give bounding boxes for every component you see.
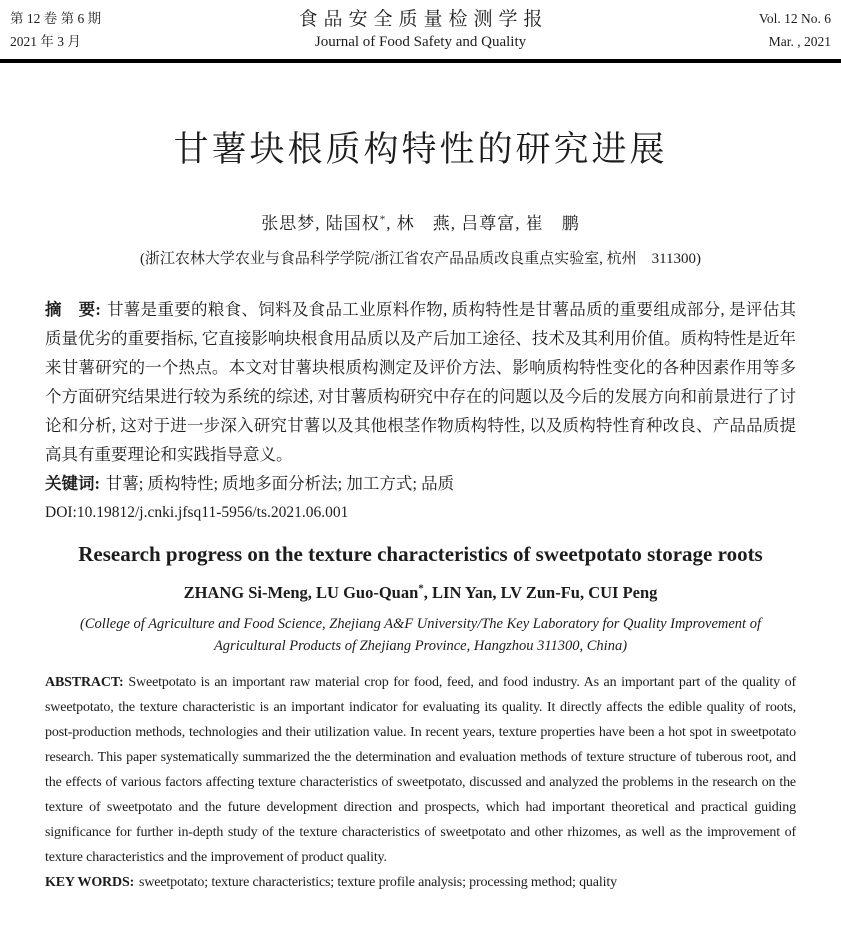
journal-volume-issue-zh: 第 12 卷 第 6 期 — [10, 11, 102, 26]
journal-volume-issue-en: Vol. 12 No. 6 — [758, 11, 831, 26]
authors-en-text: ZHANG Si-Meng, LU Guo-Quan — [183, 582, 419, 602]
doi: DOI:10.19812/j.cnki.jfsq11-5956/ts.2021.06.001 — [45, 503, 349, 521]
article-title-en: Research progress on the texture characteristics of sweetpotato storage roots — [78, 541, 763, 566]
header-right — [631, 7, 831, 53]
abstract-label-zh: 摘 要: — [45, 299, 101, 319]
article-title-zh: 甘薯块根质构特性的研究进展 — [173, 130, 668, 169]
keywords-zh — [45, 469, 796, 498]
header-divider-rule — [0, 59, 841, 63]
authors-en — [45, 583, 796, 603]
authors-zh-text-rest: , 林 燕, 吕尊富, 崔 鹏 — [386, 213, 580, 233]
abstract-zh — [45, 295, 796, 469]
journal-date-en: Mar. , 2021 — [768, 34, 831, 49]
header-left — [10, 7, 210, 53]
abstract-block-zh — [45, 295, 796, 527]
abstract-block-en — [45, 670, 796, 895]
abstract-label-en: ABSTRACT: — [45, 674, 124, 690]
keywords-en — [45, 870, 796, 895]
keywords-label-en: KEY WORDS: — [45, 874, 135, 890]
journal-name-zh: 食品安全质量检测学报 — [298, 9, 549, 30]
abstract-text-en: Sweetpotato is an important raw material crop for food, feed, and food industry. As an important part of the quality of sweetpotato, the texture characteristic is an important indicator for evaluating its quality. It directly affects the edible quality of roots, post-production methods, technologies and their utilization value. In recent years, texture properties have been a hot spot in sweetpotato research. This paper systematically summarized the the determination and evaluation methods of texture structure of tuberous root, and the effects of various factors affecting texture characteristics of sweetpotato, discussed and analyzed the problems in the research on the texture of sweetpotato and the future development direction and prospects, which had important theoretical and practical guiding significance for further in-depth study of the texture characteristics of sweetpotato and other rhizomes, as well as the improvement of texture characteristics and the improvement of product quality. — [45, 674, 796, 865]
corresponding-author-mark-zh: * — [379, 212, 387, 225]
keywords-text-en: sweetpotato; texture characteristics; texture profile analysis; processing method; quality — [139, 874, 617, 890]
abstract-en — [45, 670, 796, 870]
authors-zh — [45, 209, 796, 234]
authors-en-text-rest: , LIN Yan, LV Zun-Fu, CUI Peng — [423, 582, 658, 602]
header-center — [210, 7, 631, 53]
abstract-text-zh: 甘薯是重要的粮食、饲料及食品工业原料作物, 质构特性是甘薯品质的重要组成部分, 是评估其质量优劣的重要指标, 它直接影响块根食用品质以及产后加工途径、技术及其利用价值。质构特性是近年来甘薯研究的一个热点。本文对甘薯块根质构测定及评价方法、影响质构特性变化的各种因素作用等多个方面研究结果进行较为系统的综述, 对甘薯质构研究中存在的问题以及今后的发展方向和前景进行了讨论和分析, 这对于进一步深入研究甘薯以及其他根茎作物质构特性, 以及质构特性育种改良、产品品质提高具有重要理论和实践指导意义。 — [45, 299, 797, 464]
journal-date-zh: 2021 年 3 月 — [10, 34, 81, 49]
journal-name-en: Journal of Food Safety and Quality — [314, 34, 527, 50]
affiliation-zh: (浙江农林大学农业与食品科学学院/浙江省农产品品质改良重点实验室, 杭州 311300) — [139, 250, 702, 267]
journal-header — [0, 0, 841, 53]
keywords-label-zh: 关键词: — [45, 473, 100, 493]
article-content — [45, 127, 796, 895]
authors-zh-text: 张思梦, 陆国权 — [261, 213, 380, 233]
corresponding-author-mark-en: * — [418, 582, 424, 595]
affiliation-en: (College of Agriculture and Food Science, Zhejiang A&F University/The Key Laboratory for Quality Improvement of Agricultural Products of Zhejiang Province, Hangzhou 311300, China) — [80, 615, 761, 654]
keywords-text-zh: 甘薯; 质构特性; 质地多面分析法; 加工方式; 品质 — [105, 473, 455, 493]
